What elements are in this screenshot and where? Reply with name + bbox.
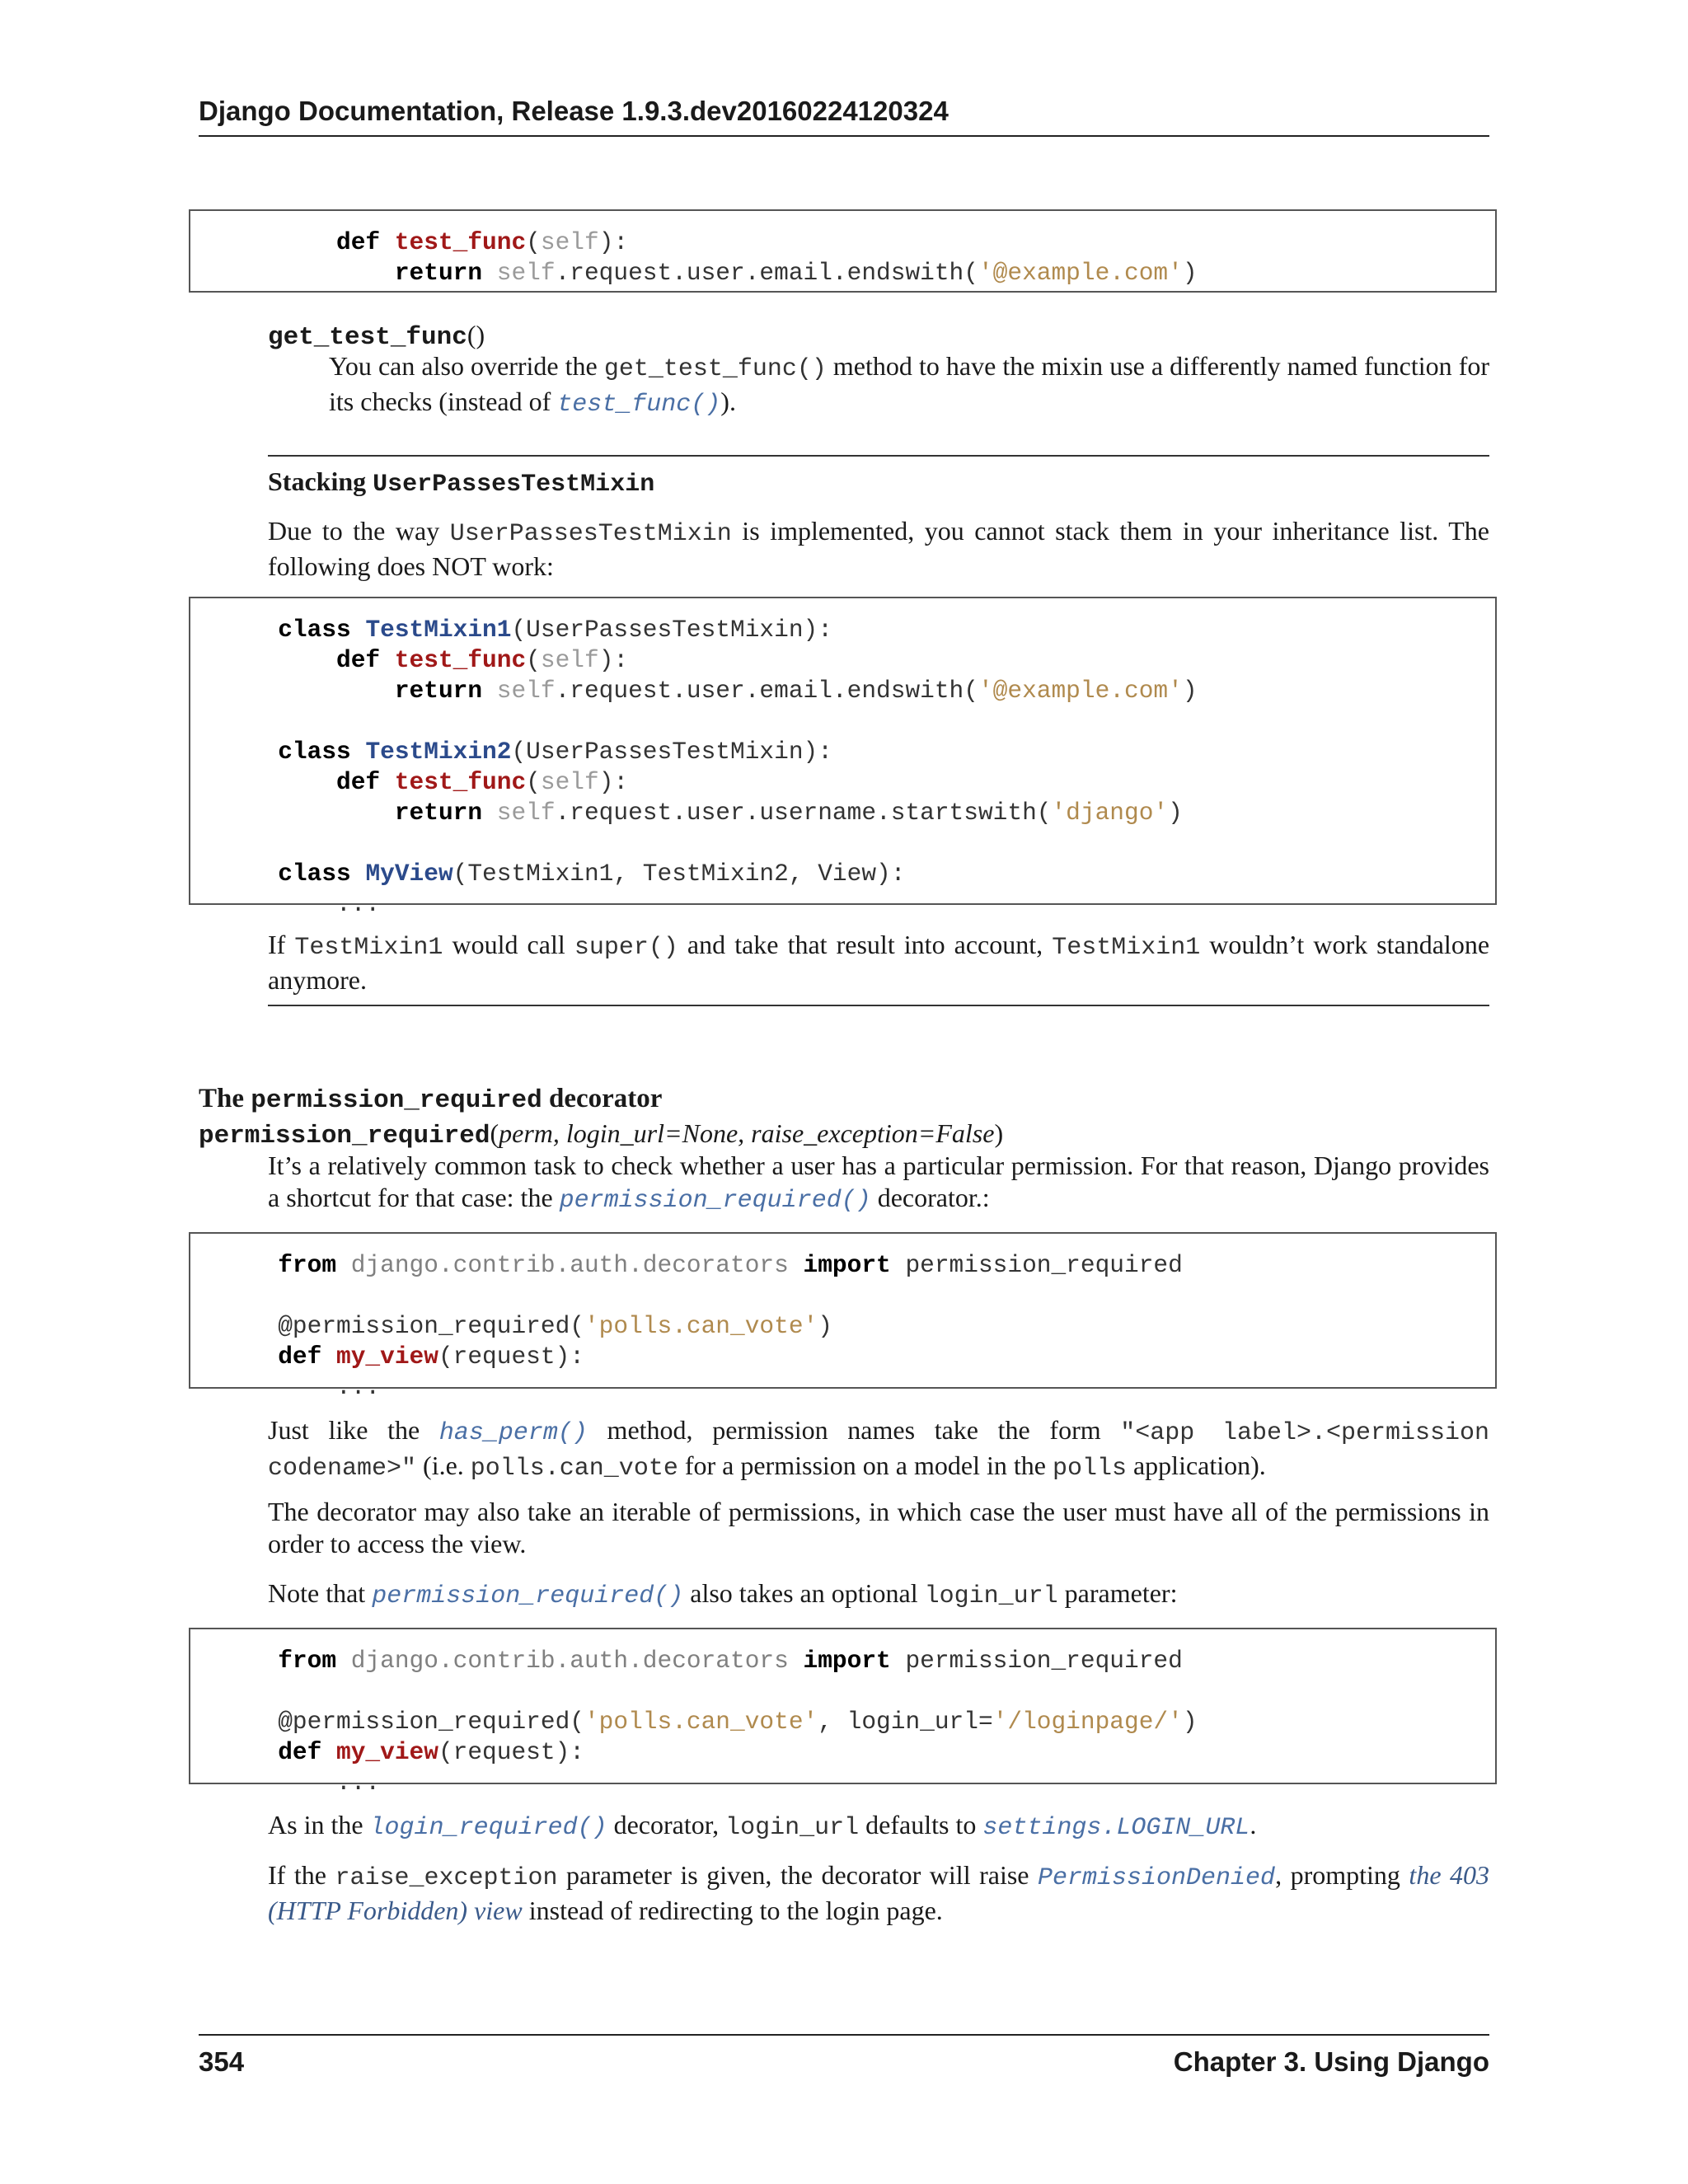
method-description: You can also override the get_test_func() method to have the mixin use a differently named function for its checks (instead of test_func()).: [329, 351, 1490, 419]
function-name: permission_required: [199, 1122, 490, 1151]
forbidden-view-link[interactable]: the 403 (HTTP Forbidden) view: [268, 1860, 1490, 1925]
section-paragraph-6: If the raise_exception parameter is given, the decorator will raise PermissionDenied, prompting the 403 (HTTP Forbidden) view instead of redirecting to the login page.: [268, 1860, 1490, 1925]
section-paragraph-4: Note that permission_required() also takes an optional login_url parameter:: [268, 1578, 1178, 1610]
code-block-test-func: [189, 209, 1497, 293]
topic-paragraph-2: If TestMixin1 would call super() and take that result into account, TestMixin1 wouldn’t work standalone anymore.: [268, 930, 1490, 995]
permission-denied-link[interactable]: PermissionDenied: [1038, 1864, 1276, 1892]
code-text: class TestMixin1(UserPassesTestMixin): def test_func(self): return self.request.user.email.endswith('@example.com') class TestMixin2(UserPassesTestMixin): def test_func(self): return self.request.user.username.startswith('django') class MyView(TestMixin1, TestMixin2, View): ...: [278, 616, 1198, 918]
topic-top-rule: [268, 455, 1489, 457]
code-block-login-url: [189, 1628, 1497, 1797]
running-header: [199, 92, 1489, 137]
code-text: from django.contrib.auth.decorators import permission_required @permission_required('polls.can_vote') def my_view(request): ...: [278, 1251, 1183, 1401]
code-block-permission-required: [189, 1232, 1497, 1401]
has-perm-link[interactable]: has_perm(): [438, 1419, 588, 1447]
code-block-stacking-mixins: [189, 597, 1497, 918]
method-signature-get-test-func: get_test_func(): [268, 320, 485, 352]
method-name: get_test_func: [268, 323, 467, 352]
section-paragraph-1: It’s a relatively common task to check whether a user has a particular permission. For that reason, Django provides a shortcut for that case: the permission_required() decorator.:: [268, 1151, 1489, 1215]
chapter-title: Chapter 3. Using Django: [1173, 2046, 1489, 2077]
test-func-link[interactable]: test_func(): [557, 391, 721, 419]
topic-bottom-rule: [268, 1005, 1489, 1006]
function-signature: permission_required(perm, login_url=None, raise_exception=False): [199, 1118, 1004, 1151]
permission-required-link[interactable]: permission_required(): [559, 1187, 871, 1215]
topic-paragraph-1: Due to the way UserPassesTestMixin is implemented, you cannot stack them in your inheritance list. The following does NOT work:: [268, 516, 1490, 581]
section-title: The permission_required decorator: [199, 1084, 663, 1115]
page-number: 354: [199, 2046, 245, 2077]
code-text: from django.contrib.auth.decorators import permission_required @permission_required('polls.can_vote', login_url='/loginpage/') def my_view(request): ...: [278, 1647, 1198, 1797]
permission-required-link-2[interactable]: permission_required(): [372, 1582, 684, 1610]
topic-title: Stacking UserPassesTestMixin: [268, 466, 655, 499]
code-text: def test_func(self): return self.request.user.email.endswith('@example.com'): [336, 228, 1198, 287]
section-paragraph-2: Just like the has_perm() method, permission names take the form "<app label>.<permission codename>" (i.e. polls.can_vote for a permission on a model in the polls application).: [268, 1415, 1490, 1483]
settings-login-url-link[interactable]: settings.LOGIN_URL: [982, 1814, 1250, 1842]
running-footer: [199, 2034, 1489, 2080]
section-paragraph-5: As in the login_required() decorator, login_url defaults to settings.LOGIN_URL.: [268, 1810, 1257, 1842]
login-required-link[interactable]: login_required(): [369, 1814, 607, 1842]
section-paragraph-3: The decorator may also take an iterable of permissions, in which case the user must have all of the permissions in order to access the view.: [268, 1497, 1489, 1558]
document-title: Django Documentation, Release 1.9.3.dev20160224120324: [199, 96, 949, 126]
